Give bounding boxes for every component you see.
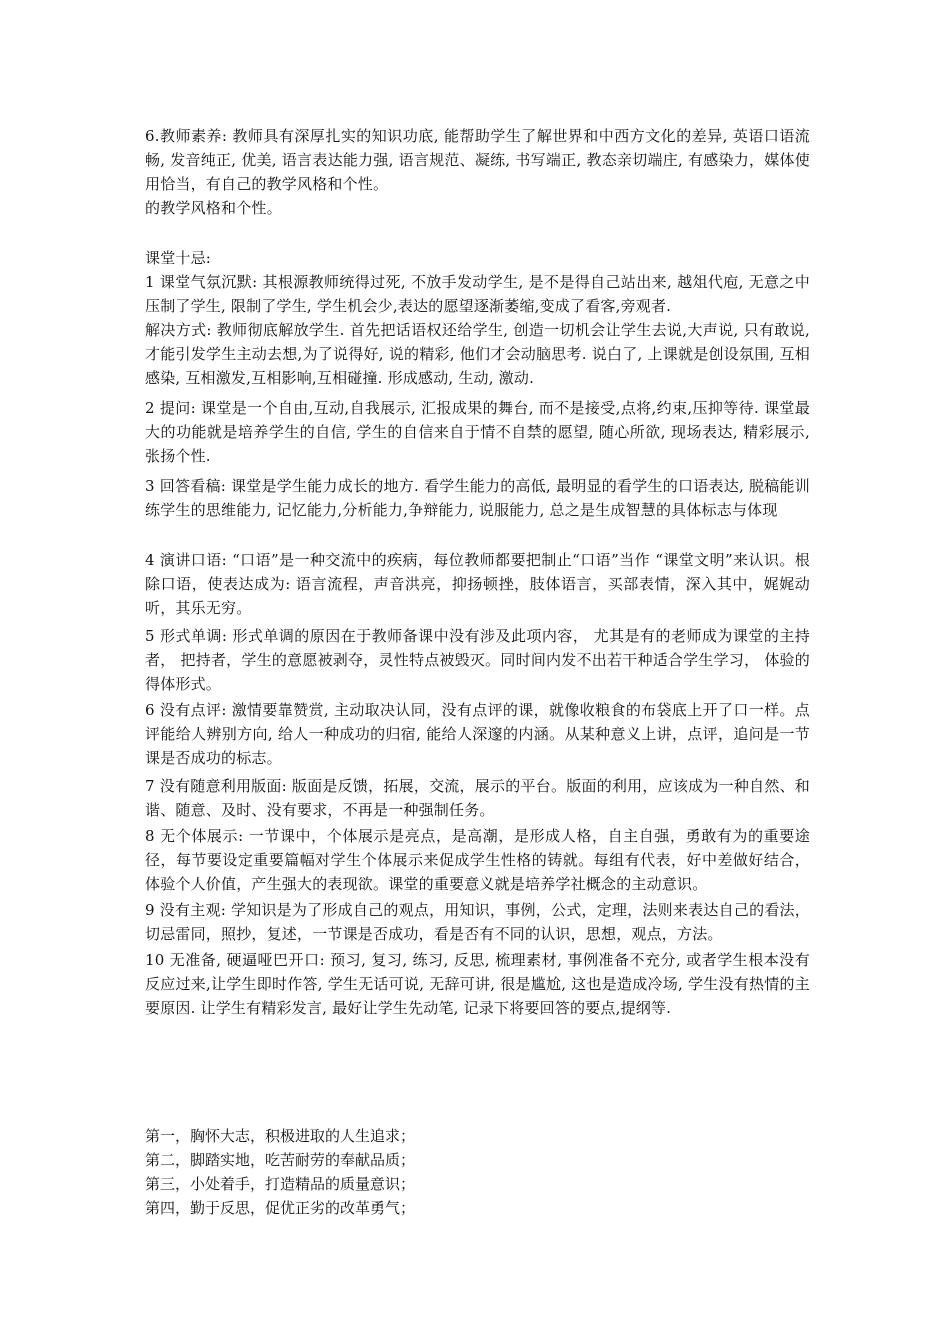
principles-list <box>145 1124 810 1220</box>
taboo-item-10: 10 无准备, 硬逼哑巴开口: 预习, 复习, 练习, 反思, 梳理素材, 事例准备不充分, 或者学生根本没有反应过来,让学生即时作答, 学生无话可说, 无辞可讲, 很是尴尬, 这也是造成冷场, 学生没有热情的主要原因. 让学生有精彩发言, 最好让学生先动笔, 记录下将要回答的要点,提纲等. <box>145 951 810 1017</box>
taboo-item-7: 7 没有随意利用版面: 版面是反馈，拓展，交流，展示的平台。版面的利用，应该成为一种自然、和谐、随意、及时、没有要求，不再是一种强制任务。 <box>145 777 810 819</box>
teacher-quality-paragraph: 6.教师素养: 教师具有深厚扎实的知识功底, 能帮助学生了解世界和中西方文化的差异, 英语口语流畅, 发音纯正, 优美, 语言表达能力强, 语言规范、凝练, 书写端正, 教态亲切端庄, 有感染力，媒体使用恰当，有自己的教学风格和个性。 <box>145 127 810 193</box>
taboo-solution: 解决方式: 教师彻底解放学生. 首先把话语权还给学生, 创造一切机会让学生去说,大声说, 只有敢说,才能引发学生主动去想,为了说得好, 说的精彩, 他们才会动脑思考. 说白了, 上课就是创设氛围, 互相感染, 互相激发,互相影响,互相碰撞. 形成感动, 生动, 激动. <box>145 321 810 387</box>
taboo-item-9: 9 没有主观: 学知识是为了形成自己的观点，用知识，事例，公式，定理，法则来表达自己的看法，切忌雷同，照抄，复述，一节课是否成功，看是否有不同的认识，思想，观点，方法。 <box>145 901 810 943</box>
taboos-title: 课堂十忌: <box>145 249 212 267</box>
principle-item-3: 第三，小处着手，打造精品的质量意识； <box>145 1175 416 1193</box>
taboo-item-3: 3 回答看稿: 课堂是学生能力成长的地方. 看学生能力的高低, 最明显的看学生的口语表达, 脱稿能训练学生的思维能力, 记忆能力,分析能力,争辩能力, 说服能力, 总之是生成智慧的具体标志与体现 <box>145 477 810 519</box>
taboo-item-5: 5 形式单调: 形式单调的原因在于教师备课中没有涉及此项内容， 尤其是有的老师成为课堂的主持者， 把持者，学生的意愿被剥夺，灵性特点被毁灭。同时间内发不出若干种适合学生学习， 体验的得体形式。 <box>145 627 810 693</box>
taboo-item-1: 1 课堂气氛沉默: 其根源教师统得过死, 不放手发动学生, 是不是得自己站出来, 越俎代庖, 无意之中压制了学生, 限制了学生, 学生机会少,表达的愿望逐渐萎缩,变成了看客,旁观者. <box>145 273 810 315</box>
taboo-item-2: 2 提问: 课堂是一个自由,互动,自我展示, 汇报成果的舞台, 而不是接受,点将,约束,压抑等待. 课堂最大的功能就是培养学生的自信, 学生的自信来自于情不自禁的愿望, 随心所欲, 现场表达, 精彩展示, 张扬个性. <box>145 399 810 465</box>
principle-item-2: 第二，脚踏实地，吃苦耐劳的奉献品质； <box>145 1151 416 1169</box>
taboo-item-6: 6 没有点评: 激情要靠赞赏, 主动取决认同，没有点评的课，就像收粮食的布袋底上开了口一样。点评能给人辨别方向, 给人一种成功的归宿, 能给人深邃的内涵。从某种意义上讲，点评，追问是一节课是否成功的标志。 <box>145 701 810 767</box>
taboo-item-8: 8 无个体展示: 一节课中，个体展示是亮点，是高潮，是形成人格，自主自强，勇敢有为的重要途径，每节要设定重要篇幅对学生个体展示来促成学生性格的铸就。每组有代表，好中差做好结合，体验个人价值，产生强大的表现欲。课堂的重要意义就是培养学社概念的主动意识。 <box>145 827 810 893</box>
principle-item-1: 第一，胸怀大志，积极进取的人生追求； <box>145 1127 416 1145</box>
principle-item-4: 第四，勤于反思，促优正劣的改革勇气； <box>145 1199 416 1217</box>
teacher-quality-repeat: 的教学风格和个性。 <box>145 199 282 217</box>
taboo-item-4: 4 演讲口语: “口语”是一种交流中的疾病，每位教师都要把制止“口语”当作 “课堂文明”来认识。根除口语，使表达成为: 语言流程，声音洪亮，抑扬顿挫，肢体语言，买部表情，深入其中，娓娓动听，其乐无穷。 <box>145 551 810 617</box>
